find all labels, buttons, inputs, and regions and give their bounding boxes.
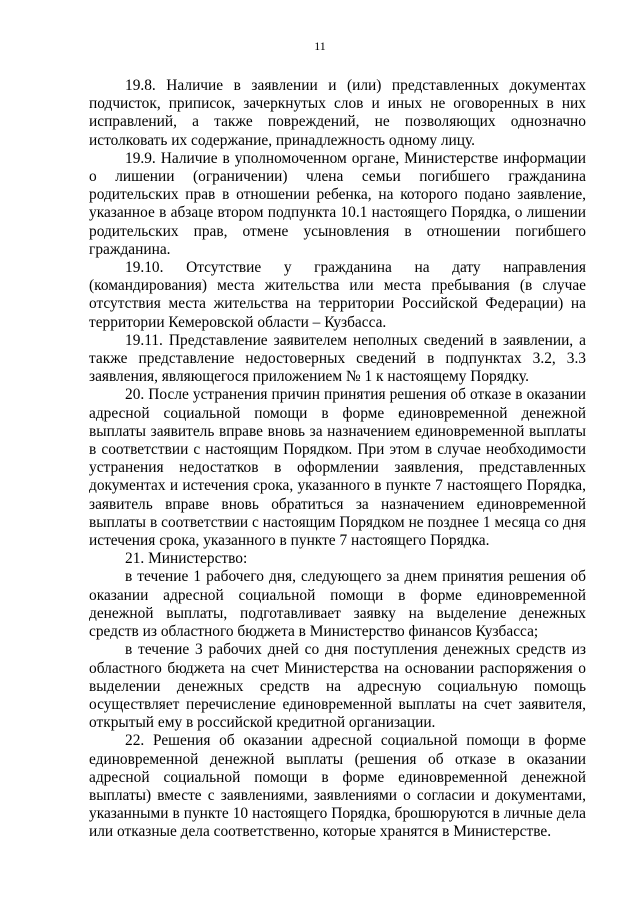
page-number: 11 <box>314 39 326 53</box>
paragraph-19-9: 19.9. Наличие в уполномоченном органе, Министерстве информации о лишении (ограничении) члена семьи погибшего гражданина родительских прав в отношении ребенка, на которого подано заявление, указанное в абзаце втором подпункта 10.1 настоящего Порядка, о лишении родительских прав, отмене усыновления в отношении погибшего гражданина. <box>89 149 586 258</box>
paragraph-21-item-1: в течение 1 рабочего дня, следующего за днем принятия решения об оказании адресной социальной помощи в форме единовременной денежной выплаты, подготавливает заявку на выделение денежных средств из областного бюджета в Министерство финансов Кузбасса; <box>89 568 586 641</box>
paragraph-19-10: 19.10. Отсутствие у гражданина на дату направления (командирования) места жительства или места пребывания (в случае отсутствия места жительства на территории Российской Федерации) на территории Кемеровской области – Кузбасса. <box>89 259 586 331</box>
paragraph-20: 20. После устранения причин принятия решения об отказе в оказании адресной социальной помощи в форме единовременной денежной выплаты заявитель вправе вновь за назначением единовременной выплаты в соответствии с настоящим Порядком. При этом в случае необходимости устранения недостатков в оформлении заявления, представленных документах и истечения срока, указанного в пункте 7 настоящего Порядка, заявитель вправе вновь обратиться за назначением единовременной выплаты в соответствии с настоящим Порядком не позднее 1 месяца со дня истечения срока, указанного в пункте 7 настоящего Порядка. <box>89 386 586 550</box>
paragraph-22: 22. Решения об оказании адресной социальной помощи в форме единовременной денежной выплаты (решения об отказе в оказании адресной социальной помощи в форме единовременной денежной выплаты) вместе с заявлениями, заявлениями о согласии и документами, указанными в пункте 10 настоящего Порядка, брошюруются в личные дела или отказные дела соответственно, которые хранятся в Министерстве. <box>89 732 586 841</box>
paragraph-21-item-2: в течение 3 рабочих дней со дня поступления денежных средств из областного бюджета на счет Министерства на основании распоряжения о выделении денежных средств на адресную социальную помощь осуществляет перечисление единовременной выплаты на счет заявителя, открытый ему в российской кредитной организации. <box>89 641 586 732</box>
paragraph-21: 21. Министерство: <box>125 550 248 568</box>
paragraph-19-8: 19.8. Наличие в заявлении и (или) представленных документах подчисток, приписок, зачеркнутых слов и иных не оговоренных в них исправлений, а также повреждений, не позволяющих однозначно истолковать их содержание, принадлежность одному лицу. <box>89 77 586 149</box>
document-body <box>89 77 586 842</box>
paragraph-19-11: 19.11. Представление заявителем неполных сведений в заявлении, а также представление недостоверных сведений в подпунктах 3.2, 3.3 заявления, являющегося приложением № 1 к настоящему Порядку. <box>89 331 586 386</box>
